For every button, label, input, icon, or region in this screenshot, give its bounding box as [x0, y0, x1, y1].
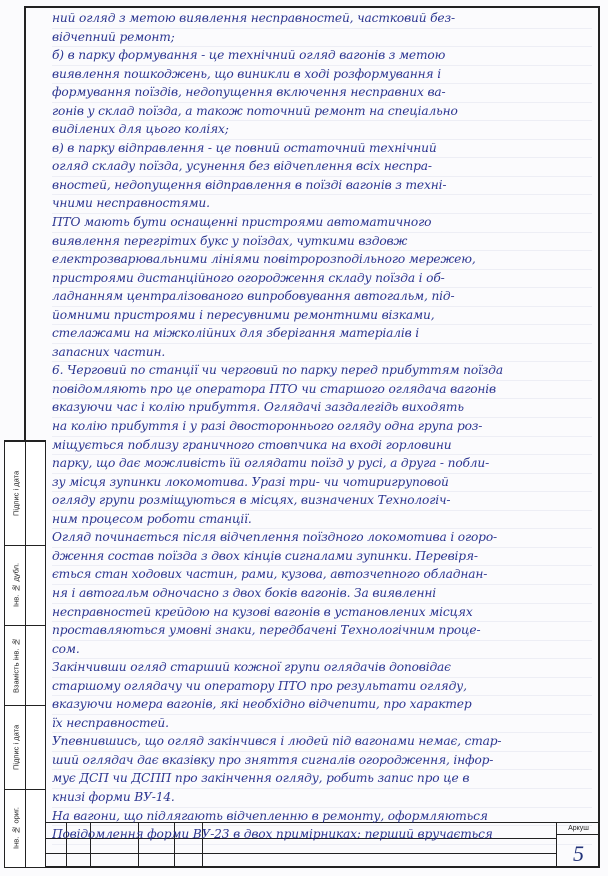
text-line: Повідомлення форми ВУ-23 в двох примірниках: перший вручається — [52, 826, 592, 845]
text-line: Огляд починається після відчеплення поїздного локомотива і огоро- — [52, 529, 592, 548]
stamp-label-signature-date: Підпис і дата — [11, 470, 21, 516]
text-line: гонів у склад поїзда, а також поточний ремонт на спеціально — [52, 103, 592, 122]
text-line: зу місця зупинки локомотива. Уразі три- чи чотиригруповой — [52, 474, 592, 493]
text-line: ший оглядач дає вказівку про зняття сигналів огородження, інфор- — [52, 752, 592, 771]
text-line: пристроями дистанційного огородження складу поїзда і об- — [52, 270, 592, 289]
text-line: ня і автогальм одночасно з двох боків вагонів. За виявленні — [52, 585, 592, 604]
text-line: електрозварювальними лініями повітророзподільного мережею, — [52, 251, 592, 270]
text-line: в) в парку відправлення - це повний остаточний технічний — [52, 140, 592, 159]
text-line: формування поїздів, недопущення включення несправних ва- — [52, 84, 592, 103]
text-line: відчепний ремонт; — [52, 29, 592, 48]
text-line: дження состав поїзда з двох кінців сигналами зупинки. Перевіря- — [52, 548, 592, 567]
stamp-label-signature-date-2: Підпис і дата — [11, 724, 21, 770]
text-line: йомними пристроями і пересувними ремонтними візками, — [52, 307, 592, 326]
text-line: мує ДСП чи ДСПП про закінчення огляду, робить запис про це в — [52, 770, 592, 789]
sheet-label: Аркуш — [557, 825, 600, 835]
text-line: ється стан ходових частин, рами, кузова, автозчепного обладнан- — [52, 566, 592, 585]
text-line: Упевнившись, що огляд закінчився і людей під вагонами немає, стар- — [52, 733, 592, 752]
text-line: 6. Черговий по станції чи черговий по парку перед прибуттям поїзда — [52, 362, 592, 381]
text-line: Закінчивши огляд старший кожної групи оглядачів доповідає — [52, 659, 592, 678]
text-line: старшому оглядачу чи оператору ПТО про результати огляду, — [52, 678, 592, 697]
text-line: несправностей крейдою на кузові вагонів в установлених місцях — [52, 604, 592, 623]
text-line: ний огляд з метою виявлення несправностей, частковий без- — [52, 10, 592, 29]
text-line: огляд складу поїзда, усунення без відчеплення всіх неспра- — [52, 158, 592, 177]
text-line: повідомляють про це оператора ПТО чи старшого оглядача вагонів — [52, 381, 592, 400]
stamp-label-replace-inv: Взамість інв. № — [11, 637, 21, 693]
text-line: чними несправностями. — [52, 195, 592, 214]
text-line: ПТО мають бути оснащенні пристроями автоматичного — [52, 214, 592, 233]
text-line: на колію прибуття і у разі двостороннього огляду одна група роз- — [52, 418, 592, 437]
text-line: виявлення пошкоджень, що виникли в ході розформування і — [52, 66, 592, 85]
text-line: їх несправностей. — [52, 715, 592, 734]
text-line: виділених для цього коліях; — [52, 121, 592, 140]
text-line: стелажами на міжколійних для зберігання матеріалів і — [52, 325, 592, 344]
text-line: міщується поблизу граничного стовпчика на вході горловини — [52, 437, 592, 456]
text-line: вказуючи час і колію прибуття. Оглядачі заздалегідь виходять — [52, 399, 592, 418]
text-line: проставляються умовні знаки, передбачені Технологічним проце- — [52, 622, 592, 641]
stamp-label-orig-inv: Інв. № ориг. — [11, 807, 21, 849]
text-line: На вагони, що підлягають відчепленню в ремонту, оформляються — [52, 808, 592, 827]
text-line: ним процесом роботи станції. — [52, 511, 592, 530]
text-line: парку, що дає можливість їй оглядати поїзд у русі, а друга - побли- — [52, 455, 592, 474]
text-line: сом. — [52, 641, 592, 660]
sheet-number: 5 — [573, 841, 584, 866]
text-line: вностей, недопущення відправлення в поїзді вагонів з техні- — [52, 177, 592, 196]
text-line: запасних частин. — [52, 344, 592, 363]
title-block-row — [46, 853, 556, 854]
text-line: виявлення перегрітих букс у поїздах, чуткими вздовж — [52, 233, 592, 252]
text-line: огляду групи розміщуються в місцях, визначених Технологіч- — [52, 492, 592, 511]
text-line: вказуючи номера вагонів, які необхідно відчепити, про характер — [52, 696, 592, 715]
text-line: книзі форми ВУ-14. — [52, 789, 592, 808]
margin-stamp-column — [4, 440, 46, 868]
text-line: б) в парку формування - це технічний огляд вагонів з метою — [52, 47, 592, 66]
stamp-label-dup-inv: Інв. № дубл. — [11, 562, 21, 608]
text-line: ладнанням централізованого випробовування автогальм, під- — [52, 288, 592, 307]
